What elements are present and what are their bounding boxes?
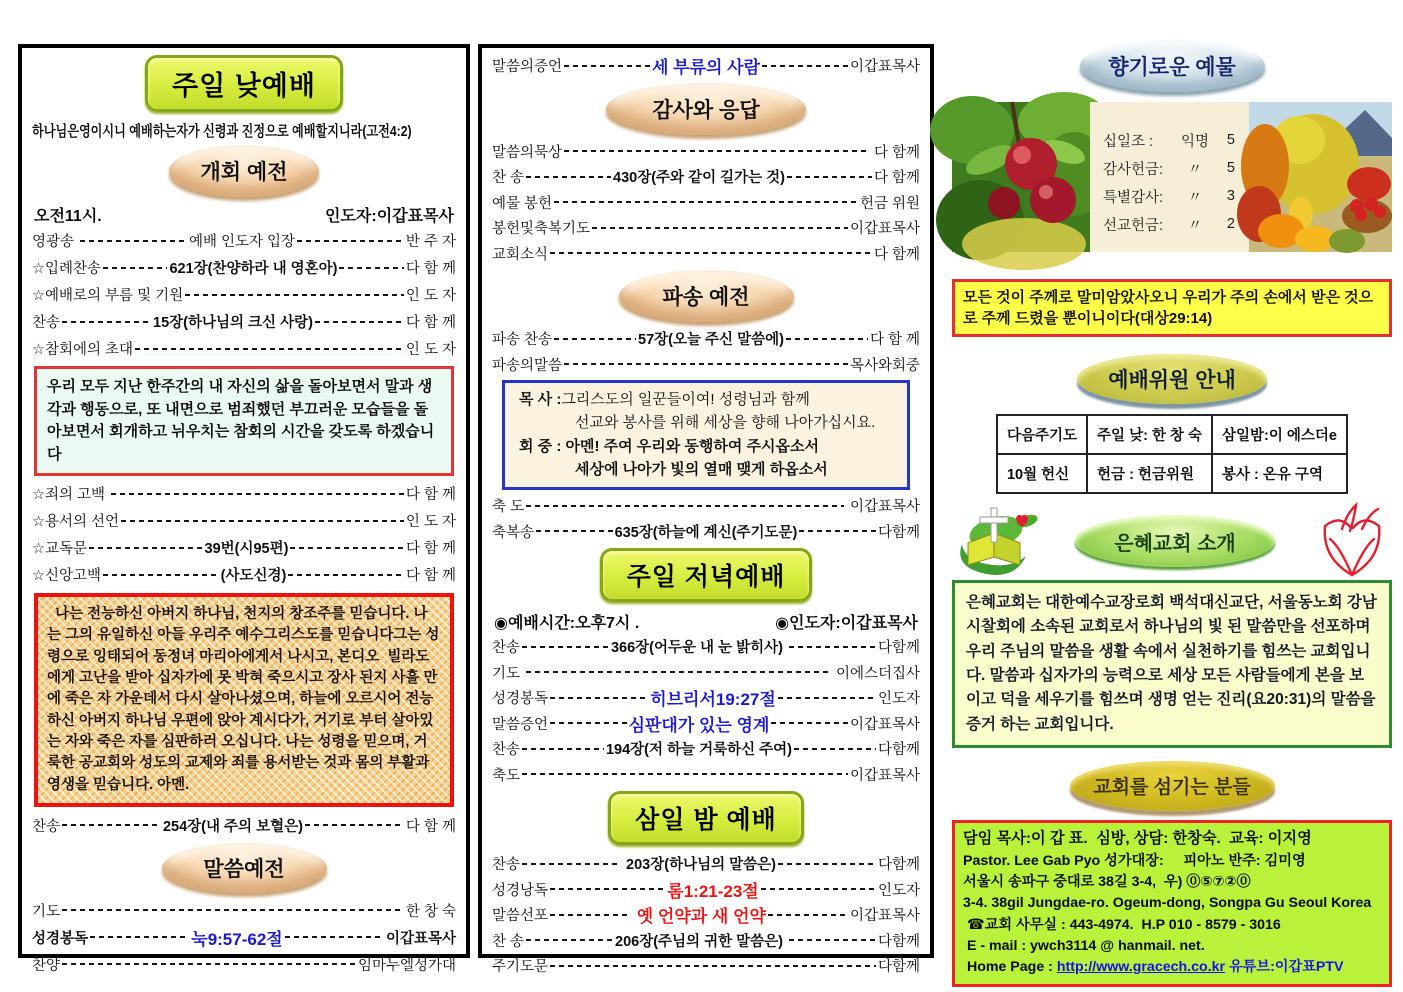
row-content: 635장(하늘에 계신(주기도문) bbox=[614, 524, 798, 541]
text-segment: 그리스도의 일꾼들이여! 성령님과 함께 bbox=[561, 391, 810, 408]
row-dashes bbox=[121, 520, 404, 522]
row-dashes bbox=[522, 863, 620, 865]
row-dashes bbox=[592, 227, 848, 229]
row-participant: 이갑표목사 bbox=[849, 716, 920, 733]
row-label: 주기도문 bbox=[492, 959, 549, 976]
row-content: 세 부류의 사람 bbox=[652, 58, 760, 78]
row-dashes bbox=[762, 65, 848, 67]
section-oval-servants: 교회를 섬기는 분들 bbox=[1070, 761, 1275, 811]
row-label: 찬송 bbox=[32, 818, 61, 835]
evening-leader: ◉인도자:이갑표목사 bbox=[775, 614, 918, 632]
row-label: 축 도 bbox=[492, 499, 525, 516]
row-dashes bbox=[799, 530, 876, 532]
program-rows-word bbox=[32, 897, 456, 978]
row-dashes bbox=[285, 936, 384, 938]
program-rows-sermon bbox=[492, 53, 920, 79]
row-label: 기도 bbox=[492, 665, 525, 682]
program-row bbox=[32, 281, 456, 308]
row-dashes bbox=[550, 914, 630, 916]
row-participant: 다 함 께 bbox=[405, 568, 457, 584]
row-dashes bbox=[789, 646, 876, 648]
text-segment: ☎교회 사무실 : 443-4974. H.P 010 - 8579 - 3016 bbox=[963, 916, 1281, 933]
offering-verse-box: 모든 것이 주께로 말미암았사오니 우리가 주의 손에서 받은 것으로 주께 드렸을 뿐이니이다(대상29:14) bbox=[952, 279, 1392, 337]
row-label: 말씀선포 bbox=[492, 908, 549, 925]
offering-count: 5 bbox=[1226, 132, 1235, 148]
row-participant: 이에스더집사 bbox=[831, 665, 920, 682]
row-content: 히브리서19:27절 bbox=[650, 690, 776, 710]
row-label: ☆예배로의 부름 및 기원 bbox=[32, 288, 184, 304]
text-segment: Home Page : bbox=[963, 959, 1057, 976]
row-dashes bbox=[522, 773, 848, 775]
bible-cross-icon bbox=[952, 506, 1038, 576]
program-rows-benediction bbox=[492, 493, 920, 544]
program-row bbox=[32, 227, 456, 254]
row-participant: 다함께 bbox=[877, 959, 920, 976]
program-row bbox=[492, 164, 920, 190]
row-content: 203장(하나님의 말씀은) bbox=[622, 857, 776, 874]
text-line bbox=[519, 388, 899, 411]
row-dashes bbox=[526, 176, 611, 178]
row-content: 621장(찬양하라 내 영혼아) bbox=[169, 261, 338, 277]
service-continued-panel bbox=[478, 44, 934, 976]
text-line bbox=[963, 828, 1381, 851]
row-content: 366장(어두운 내 눈 밝히사) bbox=[610, 640, 788, 657]
row-dashes bbox=[771, 722, 848, 724]
program-row bbox=[492, 241, 920, 267]
row-label: 예물 봉헌 bbox=[492, 195, 553, 212]
row-dashes bbox=[794, 748, 876, 750]
row-dashes bbox=[288, 574, 404, 576]
service-time-row bbox=[32, 201, 456, 227]
offering-list-box bbox=[1090, 102, 1249, 252]
sunday-day-service-panel bbox=[18, 44, 470, 974]
row-participant: 다 함 께 bbox=[869, 332, 921, 349]
row-participant: 인 도 자 bbox=[405, 288, 456, 304]
row-label: 말씀증언 bbox=[492, 716, 549, 733]
row-dashes bbox=[768, 914, 848, 916]
program-row bbox=[32, 924, 456, 951]
row-content: 206장(주님의 귀한 말씀은) bbox=[615, 933, 788, 950]
row-label: ☆참회에의 초대 bbox=[32, 342, 134, 358]
service-time: 오전11시. bbox=[34, 207, 102, 225]
row-dashes bbox=[554, 338, 636, 340]
row-label: 찬송 bbox=[32, 315, 61, 331]
program-row bbox=[492, 736, 920, 762]
offering-count: 2 bbox=[1226, 216, 1235, 232]
row-label: 영광송 bbox=[32, 234, 79, 250]
program-row bbox=[492, 519, 920, 545]
program-rows-wednesday bbox=[492, 851, 920, 979]
program-row bbox=[492, 902, 920, 928]
sending-charge-box bbox=[502, 380, 910, 490]
row-dashes bbox=[564, 65, 650, 67]
row-dashes bbox=[80, 240, 187, 242]
row-dashes bbox=[339, 267, 403, 269]
row-participant: 다 함 께 bbox=[405, 487, 456, 503]
text-segment: 선교와 봉사를 위해 세상을 향해 나아가십시요. bbox=[575, 414, 876, 432]
row-dashes bbox=[135, 348, 404, 350]
row-label: 말씀의묵상 bbox=[492, 144, 563, 161]
row-dashes bbox=[526, 671, 830, 673]
offering-count: 3 bbox=[1226, 188, 1235, 204]
row-participant: 다 함 께 bbox=[405, 818, 456, 835]
row-content: 57장(오늘 주신 말씀에) bbox=[638, 332, 784, 349]
row-participant: 다함께 bbox=[877, 524, 920, 541]
row-dashes bbox=[315, 321, 404, 323]
apostles-creed-box: 나는 전능하신 아버지 하나님, 천지의 창조주를 믿습니다. 나는 그의 유일하신 아들 우리주 예수그리스도를 믿습니다그는 성령으로 잉태되어 동정녀 마리아에게서 나시고, 본디오 빌라도에게 고난을 받아 십자가에 못 박혀 죽으시고 장사 된지 사흘 만에 죽은 자 가운데서 다시 살아나셨으며, 하늘에 오르시어 전능하신 아버지 하나님 우편에 앉아 계시다가, 거기로 부터 살아있는 자와 죽은 자를 심판하러 오십니다. 나는 성령을 믿으며, 거룩한 공교회와 성도의 교제와 죄를 용서받는 것과 몸의 부활과 영생을 믿습니다. 아멘. bbox=[34, 593, 454, 807]
row-label: 성경낭독 bbox=[492, 882, 549, 899]
row-content: 눅9:57-62절 bbox=[191, 929, 283, 949]
text-line bbox=[519, 411, 899, 434]
table-cell: 10월 헌신 bbox=[997, 454, 1087, 493]
service-title-day: 주일 낮예배 bbox=[145, 55, 343, 112]
row-dashes bbox=[761, 888, 876, 890]
homepage-link[interactable]: http://www.gracech.co.kr bbox=[1056, 959, 1226, 976]
section-oval-thanks: 감사와 응답 bbox=[606, 83, 806, 135]
offering-giver: 〃 bbox=[1187, 217, 1203, 234]
row-participant: 다 함 께 bbox=[405, 315, 456, 331]
program-row bbox=[492, 711, 920, 737]
church-intro-header-row bbox=[952, 506, 1392, 576]
row-participant: 이갑표목사 bbox=[849, 59, 921, 76]
row-label: 기도 bbox=[32, 903, 61, 920]
row-dashes bbox=[564, 150, 868, 152]
text-line bbox=[963, 957, 1381, 978]
offering-type: 감사헌금: bbox=[1103, 161, 1164, 178]
row-label: 축복송 bbox=[492, 524, 535, 541]
row-label: ☆교독문 bbox=[32, 541, 88, 557]
program-row bbox=[492, 493, 920, 519]
row-participant: 인도자 bbox=[877, 882, 921, 899]
row-content: 옛 언약과 새 언약 bbox=[632, 907, 766, 927]
table-row bbox=[997, 415, 1347, 454]
row-dashes bbox=[103, 574, 219, 576]
row-label: 축도 bbox=[492, 767, 521, 784]
text-segment: 유튜브:이갑표PTV bbox=[1225, 959, 1344, 976]
section-oval-committee: 예배위원 안내 bbox=[1077, 354, 1267, 404]
service-leader: 인도자:이갑표목사 bbox=[325, 207, 454, 225]
row-label: ☆죄의 고백 bbox=[32, 487, 110, 503]
row-dashes bbox=[564, 363, 848, 365]
table-cell: 삼일밤:이 에스더e bbox=[1212, 415, 1347, 454]
row-dashes bbox=[554, 201, 858, 203]
section-oval-word: 말씀예전 bbox=[162, 843, 327, 893]
row-label: 찬양 bbox=[32, 957, 61, 974]
text-segment: 3-4. 38gil Jungdae-ro. Ogeum-dong, Songpa Gu Seoul Korea bbox=[963, 895, 1372, 912]
row-dashes bbox=[550, 252, 872, 254]
program-row bbox=[32, 254, 456, 281]
autumn-harvest-photo bbox=[1249, 102, 1392, 252]
row-participant: 다 함께 bbox=[873, 246, 920, 263]
row-content: 254장(내 주의 보혈은) bbox=[162, 818, 303, 835]
text-line bbox=[963, 936, 1381, 957]
program-row bbox=[32, 507, 456, 534]
row-content: 심판대가 있는 영계 bbox=[628, 715, 770, 735]
row-dashes bbox=[290, 547, 403, 549]
row-dashes bbox=[786, 338, 868, 340]
text-segment: 세상에 나아가 빛의 열매 맺게 하옵소서 bbox=[575, 460, 828, 478]
row-participant: 다함께 bbox=[877, 640, 921, 657]
offering-count: 5 bbox=[1226, 160, 1235, 176]
program-rows-hymn bbox=[32, 812, 456, 839]
row-label: 파송의말씀 bbox=[492, 357, 563, 374]
row-label: 찬 송 bbox=[492, 933, 525, 950]
program-row bbox=[32, 480, 456, 507]
repentance-note-box: 우리 모두 지난 한주간의 내 자신의 삶을 돌아보면서 말과 생각과 행동으로, 또 내면으로 범죄했던 부끄러운 모습들을 돌아보면서 회개하고 뉘우치는 참회의 시간을 갖도록 하겠습니다 bbox=[34, 366, 454, 476]
text-segment: Pastor. Lee Gab Pyo 성가대장: 피아노 반주: 김미영 bbox=[963, 852, 1306, 869]
row-participant: 인도자 bbox=[877, 691, 920, 708]
program-row bbox=[492, 352, 920, 378]
announcements-column bbox=[952, 40, 1392, 976]
section-oval-sending: 파송 예전 bbox=[619, 270, 794, 322]
row-label: 찬송 bbox=[492, 857, 521, 874]
program-row bbox=[492, 685, 920, 711]
row-participant: 헌금 위원 bbox=[859, 195, 920, 212]
program-row bbox=[32, 812, 456, 839]
program-row bbox=[492, 634, 920, 660]
row-label: 봉헌및축복기도 bbox=[492, 221, 591, 238]
row-participant: 다함께 bbox=[877, 857, 921, 874]
row-participant: 이갑표목사 bbox=[385, 930, 456, 947]
service-title-wednesday: 삼일 밤 예배 bbox=[608, 791, 804, 845]
evening-time-row bbox=[492, 608, 920, 634]
row-dashes bbox=[787, 176, 872, 178]
offering-row bbox=[1103, 182, 1243, 210]
row-dashes bbox=[522, 646, 609, 648]
offering-type: 특별감사: bbox=[1103, 189, 1164, 206]
row-dashes bbox=[778, 697, 876, 699]
offering-photos-row bbox=[952, 102, 1392, 252]
worship-verse: 하나님은영이시니 예배하는자가 신령과 진정으로 예배할지니라(고전4:2) bbox=[32, 123, 412, 140]
program-row bbox=[492, 877, 920, 903]
program-row bbox=[492, 762, 920, 788]
row-content: (사도신경) bbox=[220, 568, 287, 584]
row-participant: 이갑표목사 bbox=[849, 767, 920, 784]
row-participant: 반 주 자 bbox=[405, 234, 456, 250]
text-line bbox=[519, 435, 899, 458]
text-line bbox=[963, 915, 1381, 936]
row-label: ☆용서의 선언 bbox=[32, 514, 120, 530]
program-row bbox=[492, 928, 920, 954]
program-row bbox=[492, 215, 920, 241]
row-dashes bbox=[550, 722, 627, 724]
row-label: 말씀의증언 bbox=[492, 59, 563, 76]
row-dashes bbox=[89, 547, 202, 549]
program-row bbox=[32, 951, 456, 978]
row-participant: 다함께 bbox=[877, 933, 921, 950]
church-contact-box bbox=[952, 820, 1392, 987]
row-dashes bbox=[90, 936, 189, 938]
row-content: 예배 인도자 입장 bbox=[188, 234, 296, 250]
table-cell: 헌금 : 헌금위원 bbox=[1087, 454, 1212, 493]
table-cell: 주일 낮: 한 창 숙 bbox=[1087, 415, 1212, 454]
offering-giver: 〃 bbox=[1187, 161, 1203, 178]
row-participant: 목사와회중 bbox=[849, 357, 920, 374]
row-label: 찬송 bbox=[492, 640, 521, 657]
row-dashes bbox=[62, 824, 161, 826]
row-dashes bbox=[526, 939, 613, 941]
church-intro-box: 은혜교회는 대한예수교장로회 백석대신교단, 서울동노회 강남시찰회에 소속된 교회로서 하나님의 빛 된 말씀만을 선포하며 우리 주님의 말씀을 생활 속에서 실천하기를 힘쓰는 교회입니다. 말씀과 십자가의 능력으로 세상 모든 사람들에게 본을 보이고 덕을 세우기를 힘쓰며 생명 얻는 진리(요20:31)의 말씀을 증거 하는 교회입니다. bbox=[952, 580, 1392, 748]
program-row bbox=[492, 851, 920, 877]
text-segment: 담임 목사:이 갑 표. 심방, 상담: 한창숙. 교육: 이지영 bbox=[963, 829, 1312, 847]
row-participant: 인 도 자 bbox=[405, 342, 456, 358]
row-label: 파송 찬송 bbox=[492, 332, 553, 349]
row-content: 롬1:21-23절 bbox=[667, 881, 759, 901]
text-segment: E - mail : ywch3114 @ hanmail. net. bbox=[963, 937, 1205, 954]
row-content: 430장(주와 같이 길가는 것) bbox=[613, 170, 785, 187]
row-dashes bbox=[550, 888, 665, 890]
row-label: ☆신앙고백 bbox=[32, 568, 102, 584]
row-dashes bbox=[111, 493, 404, 495]
row-dashes bbox=[297, 240, 404, 242]
row-label: 성경봉독 bbox=[492, 691, 549, 708]
program-rows-response bbox=[492, 139, 920, 267]
text-line bbox=[519, 458, 899, 481]
offering-giver: 〃 bbox=[1187, 189, 1203, 206]
text-line bbox=[963, 893, 1381, 914]
row-label: 성경봉독 bbox=[32, 930, 89, 947]
row-participant: 이갑표목사 bbox=[849, 908, 920, 925]
row-participant: 다함께 bbox=[877, 742, 920, 759]
plums-on-tree-photo bbox=[952, 102, 1090, 252]
row-dashes bbox=[550, 965, 876, 967]
row-dashes bbox=[522, 748, 604, 750]
text-segment: 목 사 : bbox=[519, 391, 562, 408]
program-row bbox=[32, 897, 456, 924]
row-dashes bbox=[62, 963, 356, 965]
row-participant: 한 창 숙 bbox=[405, 903, 456, 920]
evening-time: ◉예배시간:오후7시 . bbox=[494, 614, 640, 632]
row-content: 39번(시95편) bbox=[204, 541, 289, 557]
row-participant: 다 함께 bbox=[873, 170, 921, 187]
row-dashes bbox=[778, 863, 876, 865]
program-row bbox=[492, 660, 920, 686]
row-dashes bbox=[526, 505, 844, 507]
worship-committee-table bbox=[996, 414, 1348, 494]
program-row bbox=[492, 190, 920, 216]
row-participant: 인 도 자 bbox=[405, 514, 456, 530]
program-rows-opening bbox=[32, 227, 456, 362]
text-line bbox=[963, 872, 1381, 893]
section-oval-opening: 개회 예전 bbox=[169, 145, 319, 197]
offering-giver: 익명 bbox=[1180, 133, 1209, 150]
row-participant: 이갑표목사 bbox=[845, 499, 920, 516]
row-dashes bbox=[103, 267, 167, 269]
text-line bbox=[963, 851, 1381, 872]
program-rows-confession bbox=[32, 480, 456, 588]
program-row bbox=[32, 308, 456, 335]
row-participant: 다 함께 bbox=[869, 144, 920, 161]
table-row bbox=[997, 454, 1347, 493]
service-title-evening: 주일 저녁예배 bbox=[600, 548, 813, 602]
row-dashes bbox=[62, 321, 151, 323]
row-dashes bbox=[550, 697, 648, 699]
row-dashes bbox=[305, 824, 404, 826]
program-row bbox=[492, 326, 920, 352]
program-row bbox=[492, 139, 920, 165]
row-participant: 다 함 께 bbox=[405, 541, 457, 557]
program-row bbox=[492, 53, 920, 79]
text-segment: 서울시 송파구 중대로 38길 3-4, 우) ⓪⑤⑦②⓪ bbox=[963, 874, 1251, 891]
row-participant: 이갑표목사 bbox=[849, 221, 920, 238]
offering-type: 선교헌금: bbox=[1103, 217, 1164, 234]
row-label: ☆입례찬송 bbox=[32, 261, 102, 277]
row-content: 194장(저 하늘 거룩하신 주여) bbox=[605, 742, 792, 759]
row-dashes bbox=[62, 909, 404, 911]
text-segment: 회 중 : 아멘! 주여 우리와 동행하여 주시옵소서 bbox=[519, 437, 819, 455]
row-label: 찬 송 bbox=[492, 170, 525, 187]
offering-row bbox=[1103, 154, 1243, 182]
table-cell: 봉사 : 온유 구역 bbox=[1212, 454, 1347, 493]
row-dashes bbox=[789, 939, 876, 941]
section-oval-offering: 향기로운 예물 bbox=[1080, 40, 1265, 92]
section-oval-intro: 은혜교회 소개 bbox=[1075, 515, 1275, 567]
program-row bbox=[492, 953, 920, 979]
program-row bbox=[32, 561, 456, 588]
row-dashes bbox=[536, 530, 613, 532]
tulip-icon bbox=[1312, 501, 1392, 581]
row-dashes bbox=[185, 294, 404, 296]
offering-row bbox=[1103, 126, 1243, 154]
program-rows-evening bbox=[492, 634, 920, 787]
table-cell: 다음주기도 bbox=[997, 415, 1087, 454]
row-participant: 임마누엘성가대 bbox=[357, 957, 456, 974]
row-content: 15장(하나님의 크신 사랑) bbox=[153, 315, 313, 331]
program-rows-sending bbox=[492, 326, 920, 377]
program-row bbox=[32, 534, 456, 561]
row-participant: 다 함 께 bbox=[405, 261, 456, 277]
row-label: 찬송 bbox=[492, 742, 521, 759]
offering-type: 십일조 : bbox=[1103, 133, 1154, 150]
offering-row bbox=[1103, 210, 1243, 238]
program-row bbox=[32, 335, 456, 362]
row-label: 교회소식 bbox=[492, 246, 549, 263]
